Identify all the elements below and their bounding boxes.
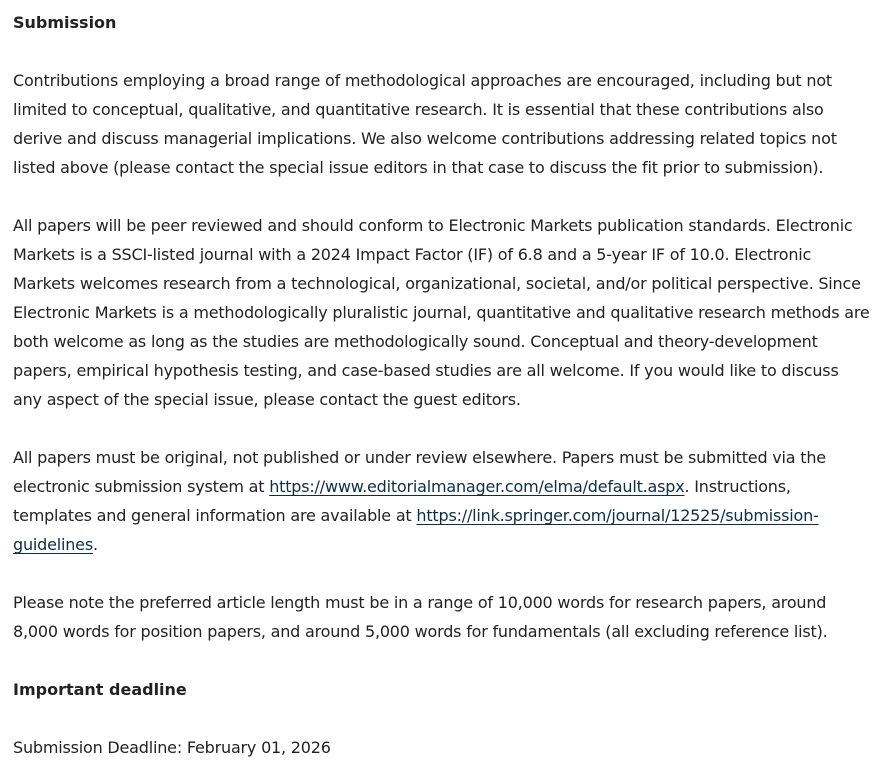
deadline-heading: Important deadline bbox=[13, 680, 187, 699]
submission-guidelines-link[interactable]: https://link.springer.com/journal/12525/submission-guidelines bbox=[13, 506, 819, 554]
submission-heading: Submission bbox=[13, 13, 117, 32]
originality-text-1: All papers must be original, not published or under review elsewhere. Papers must be submitted via the electronic submission system at bbox=[13, 448, 826, 496]
submission-paragraph-review: All papers will be peer reviewed and should conform to Electronic Markets publication standards. Electronic Markets is a SSCI-listed journal with a 2024 Impact Factor (IF) of 6.8 and a 5-year IF of 10.0. Electronic Markets welcomes research from a technological, organizational, societal, and/or political perspective. Since Electronic Markets is a methodologically pluralistic journal, quantitative and qualitative research methods are both welcome as long as the studies are methodologically sound. Conceptual and theory-development papers, empirical hypothesis testing, and case-based studies are all welcome. If you would like to discuss any aspect of the special issue, please contact the guest editors. bbox=[13, 216, 870, 409]
editorial-manager-link[interactable]: https://www.editorialmanager.com/elma/default.aspx bbox=[269, 477, 685, 496]
submission-paragraph-originality bbox=[13, 443, 871, 559]
originality-text-2: . Instructions, templates and general information are available at bbox=[13, 477, 791, 525]
originality-text-3: . bbox=[92, 535, 98, 554]
submission-paragraph-length: Please note the preferred article length must be in a range of 10,000 words for research papers, around 8,000 words for position papers, and around 5,000 words for fundamentals (all excluding reference list). bbox=[13, 593, 828, 641]
submission-paragraph-methods: Contributions employing a broad range of methodological approaches are encouraged, including but not limited to conceptual, qualitative, and quantitative research. It is essential that these contributions also derive and discuss managerial implications. We also welcome contributions addressing related topics not listed above (please contact the special issue editors in that case to discuss the fit prior to submission). bbox=[13, 71, 837, 177]
deadline-text: Submission Deadline: February 01, 2026 bbox=[13, 738, 331, 757]
